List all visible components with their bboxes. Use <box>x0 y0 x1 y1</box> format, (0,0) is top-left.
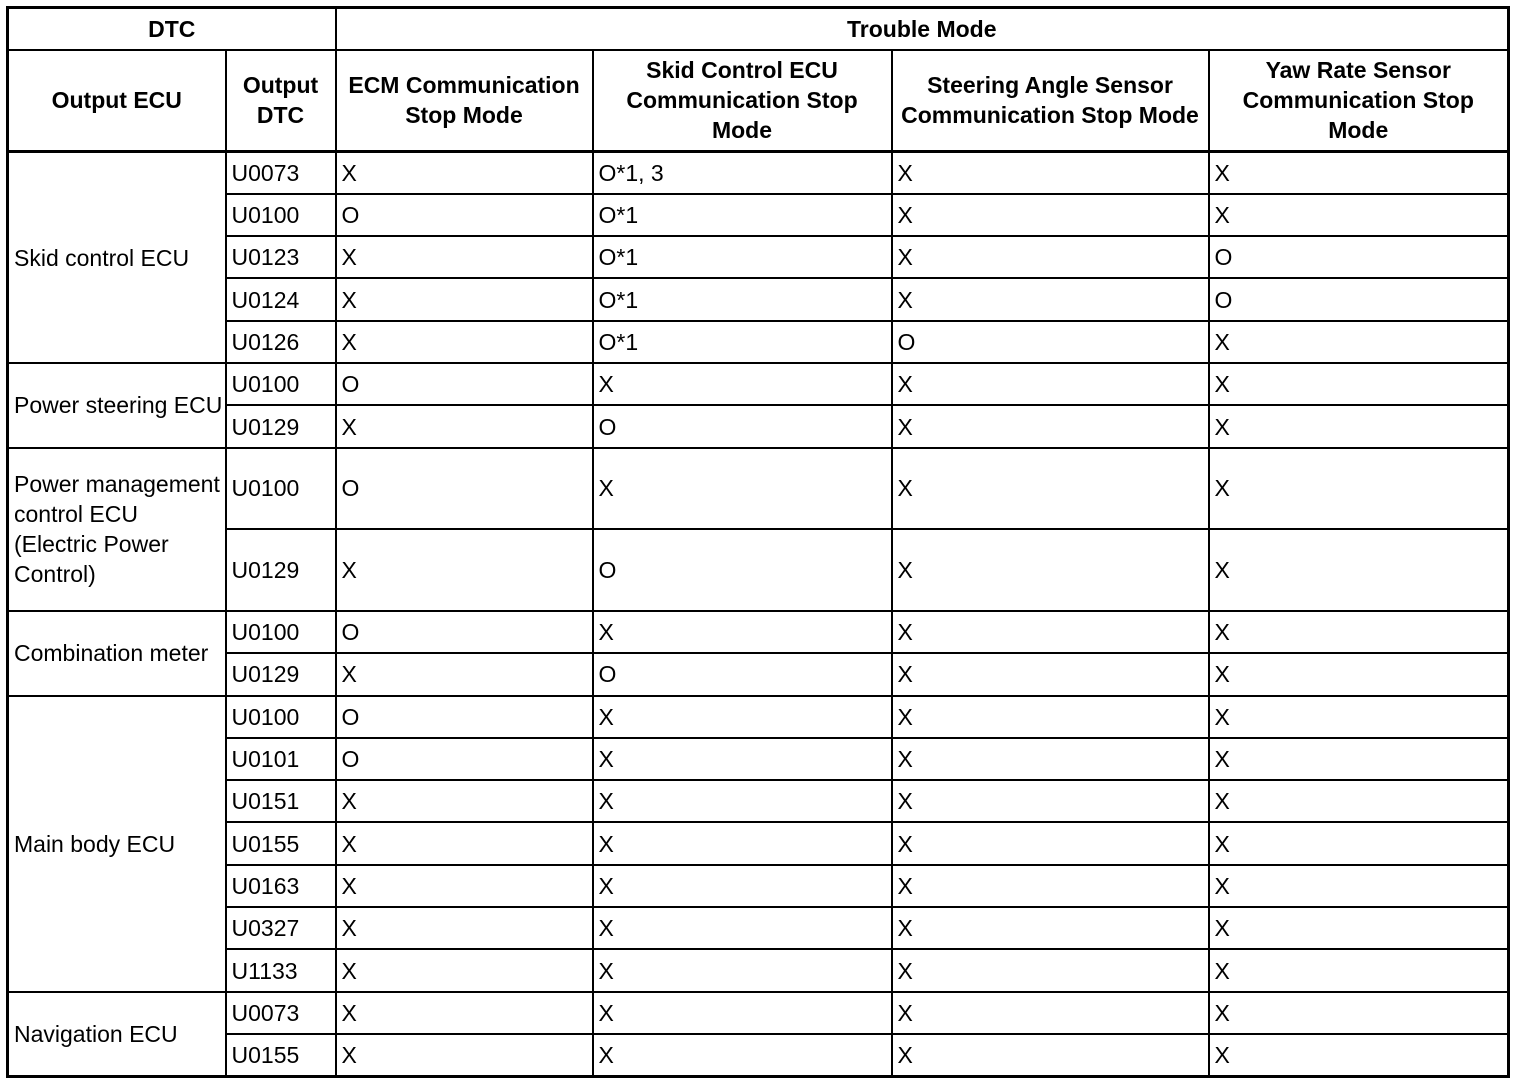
steering-mode-cell: X <box>892 992 1209 1034</box>
skid-mode-cell: O*1 <box>593 278 892 320</box>
steering-mode-cell: X <box>892 907 1209 949</box>
output-ecu-cell: Navigation ECU <box>8 992 226 1077</box>
output-dtc-cell: U0155 <box>226 822 336 864</box>
skid-mode-cell: X <box>593 822 892 864</box>
table-row <box>8 448 1509 530</box>
yaw-mode-cell: O <box>1209 236 1509 278</box>
yaw-mode-cell: X <box>1209 696 1509 738</box>
skid-mode-cell: O*1 <box>593 236 892 278</box>
yaw-mode-cell: X <box>1209 405 1509 447</box>
yaw-mode-cell: X <box>1209 992 1509 1034</box>
steering-mode-cell: X <box>892 194 1209 236</box>
skid-mode-cell: O*1, 3 <box>593 152 892 194</box>
output-ecu-header: Output ECU <box>8 50 226 152</box>
steering-mode-cell: X <box>892 822 1209 864</box>
yaw-mode-cell: X <box>1209 949 1509 991</box>
yaw-mode-cell: O <box>1209 278 1509 320</box>
steering-mode-cell: X <box>892 1034 1209 1076</box>
skid-mode-cell: X <box>593 1034 892 1076</box>
steering-mode-cell: X <box>892 529 1209 611</box>
table-row <box>8 278 1509 320</box>
output-dtc-cell: U0100 <box>226 696 336 738</box>
output-ecu-cell: Combination meter <box>8 611 226 696</box>
table-row <box>8 1034 1509 1076</box>
steering-mode-cell: X <box>892 236 1209 278</box>
ecm-mode-cell: X <box>336 152 593 194</box>
ecm-mode-cell: X <box>336 949 593 991</box>
ecm-mode-cell: X <box>336 405 593 447</box>
ecm-mode-cell: X <box>336 653 593 695</box>
output-dtc-cell: U0100 <box>226 448 336 530</box>
steering-mode-cell: X <box>892 653 1209 695</box>
yaw-mode-cell: X <box>1209 363 1509 405</box>
yaw-mode-cell: X <box>1209 152 1509 194</box>
table-row <box>8 696 1509 738</box>
steering-mode-cell: X <box>892 696 1209 738</box>
skid-mode-cell: X <box>593 363 892 405</box>
output-dtc-cell: U0155 <box>226 1034 336 1076</box>
skid-mode-cell: O*1 <box>593 194 892 236</box>
ecm-mode-cell: X <box>336 321 593 363</box>
steering-mode-cell: X <box>892 865 1209 907</box>
steering-mode-cell: X <box>892 278 1209 320</box>
table-row <box>8 405 1509 447</box>
skid-mode-cell: O <box>593 529 892 611</box>
skid-mode-cell: X <box>593 611 892 653</box>
ecm-mode-cell: X <box>336 907 593 949</box>
skid-mode-cell: X <box>593 738 892 780</box>
skid-mode-cell: X <box>593 696 892 738</box>
table-row <box>8 780 1509 822</box>
skid-mode-cell: X <box>593 992 892 1034</box>
skid-mode-cell: X <box>593 907 892 949</box>
ecm-stop-mode-header: ECM Communication Stop Mode <box>336 50 593 152</box>
output-ecu-cell: Power management control ECU (Electric Power Control) <box>8 448 226 611</box>
steering-mode-cell: X <box>892 448 1209 530</box>
yaw-stop-mode-header: Yaw Rate Sensor Communication Stop Mode <box>1209 50 1509 152</box>
skid-mode-cell: X <box>593 865 892 907</box>
table-row <box>8 529 1509 611</box>
yaw-mode-cell: X <box>1209 1034 1509 1076</box>
ecm-mode-cell: O <box>336 611 593 653</box>
output-dtc-cell: U0073 <box>226 992 336 1034</box>
ecm-mode-cell: X <box>336 780 593 822</box>
output-dtc-cell: U0129 <box>226 529 336 611</box>
table-row <box>8 152 1509 194</box>
steering-mode-cell: O <box>892 321 1209 363</box>
table-row <box>8 992 1509 1034</box>
ecm-mode-cell: O <box>336 363 593 405</box>
ecm-mode-cell: O <box>336 696 593 738</box>
table-row <box>8 907 1509 949</box>
table-row <box>8 822 1509 864</box>
ecm-mode-cell: X <box>336 278 593 320</box>
steering-mode-cell: X <box>892 780 1209 822</box>
skid-mode-cell: O*1 <box>593 321 892 363</box>
table-row <box>8 363 1509 405</box>
table-row <box>8 236 1509 278</box>
skid-mode-cell: X <box>593 780 892 822</box>
skid-mode-cell: O <box>593 653 892 695</box>
ecm-mode-cell: X <box>336 822 593 864</box>
output-dtc-cell: U0100 <box>226 611 336 653</box>
yaw-mode-cell: X <box>1209 738 1509 780</box>
output-dtc-cell: U0100 <box>226 363 336 405</box>
output-dtc-cell: U0124 <box>226 278 336 320</box>
yaw-mode-cell: X <box>1209 529 1509 611</box>
output-dtc-header: Output DTC <box>226 50 336 152</box>
yaw-mode-cell: X <box>1209 194 1509 236</box>
table-row <box>8 738 1509 780</box>
table-row <box>8 949 1509 991</box>
output-dtc-cell: U0151 <box>226 780 336 822</box>
ecm-mode-cell: X <box>336 529 593 611</box>
table-row <box>8 865 1509 907</box>
yaw-mode-cell: X <box>1209 611 1509 653</box>
ecm-mode-cell: O <box>336 448 593 530</box>
steering-stop-mode-header: Steering Angle Sensor Communication Stop Mode <box>892 50 1209 152</box>
steering-mode-cell: X <box>892 949 1209 991</box>
skid-mode-cell: O <box>593 405 892 447</box>
trouble-mode-header: Trouble Mode <box>336 8 1509 50</box>
yaw-mode-cell: X <box>1209 448 1509 530</box>
output-ecu-cell: Power steering ECU <box>8 363 226 448</box>
output-dtc-cell: U0129 <box>226 405 336 447</box>
dtc-header: DTC <box>8 8 336 50</box>
steering-mode-cell: X <box>892 611 1209 653</box>
ecm-mode-cell: X <box>336 236 593 278</box>
table-row <box>8 321 1509 363</box>
ecm-mode-cell: X <box>336 992 593 1034</box>
steering-mode-cell: X <box>892 738 1209 780</box>
table-row <box>8 194 1509 236</box>
output-dtc-cell: U1133 <box>226 949 336 991</box>
output-dtc-cell: U0101 <box>226 738 336 780</box>
output-dtc-cell: U0073 <box>226 152 336 194</box>
output-dtc-cell: U0129 <box>226 653 336 695</box>
dtc-trouble-mode-table <box>6 6 1510 1078</box>
skid-mode-cell: X <box>593 949 892 991</box>
steering-mode-cell: X <box>892 152 1209 194</box>
yaw-mode-cell: X <box>1209 780 1509 822</box>
ecm-mode-cell: O <box>336 738 593 780</box>
output-ecu-cell: Skid control ECU <box>8 152 226 364</box>
output-ecu-cell: Main body ECU <box>8 696 226 992</box>
yaw-mode-cell: X <box>1209 653 1509 695</box>
steering-mode-cell: X <box>892 363 1209 405</box>
yaw-mode-cell: X <box>1209 907 1509 949</box>
yaw-mode-cell: X <box>1209 822 1509 864</box>
output-dtc-cell: U0126 <box>226 321 336 363</box>
output-dtc-cell: U0123 <box>226 236 336 278</box>
table-row <box>8 611 1509 653</box>
yaw-mode-cell: X <box>1209 865 1509 907</box>
output-dtc-cell: U0163 <box>226 865 336 907</box>
table-row <box>8 653 1509 695</box>
ecm-mode-cell: X <box>336 1034 593 1076</box>
yaw-mode-cell: X <box>1209 321 1509 363</box>
skid-mode-cell: X <box>593 448 892 530</box>
ecm-mode-cell: O <box>336 194 593 236</box>
output-dtc-cell: U0100 <box>226 194 336 236</box>
ecm-mode-cell: X <box>336 865 593 907</box>
steering-mode-cell: X <box>892 405 1209 447</box>
output-dtc-cell: U0327 <box>226 907 336 949</box>
skid-stop-mode-header: Skid Control ECU Communication Stop Mode <box>593 50 892 152</box>
